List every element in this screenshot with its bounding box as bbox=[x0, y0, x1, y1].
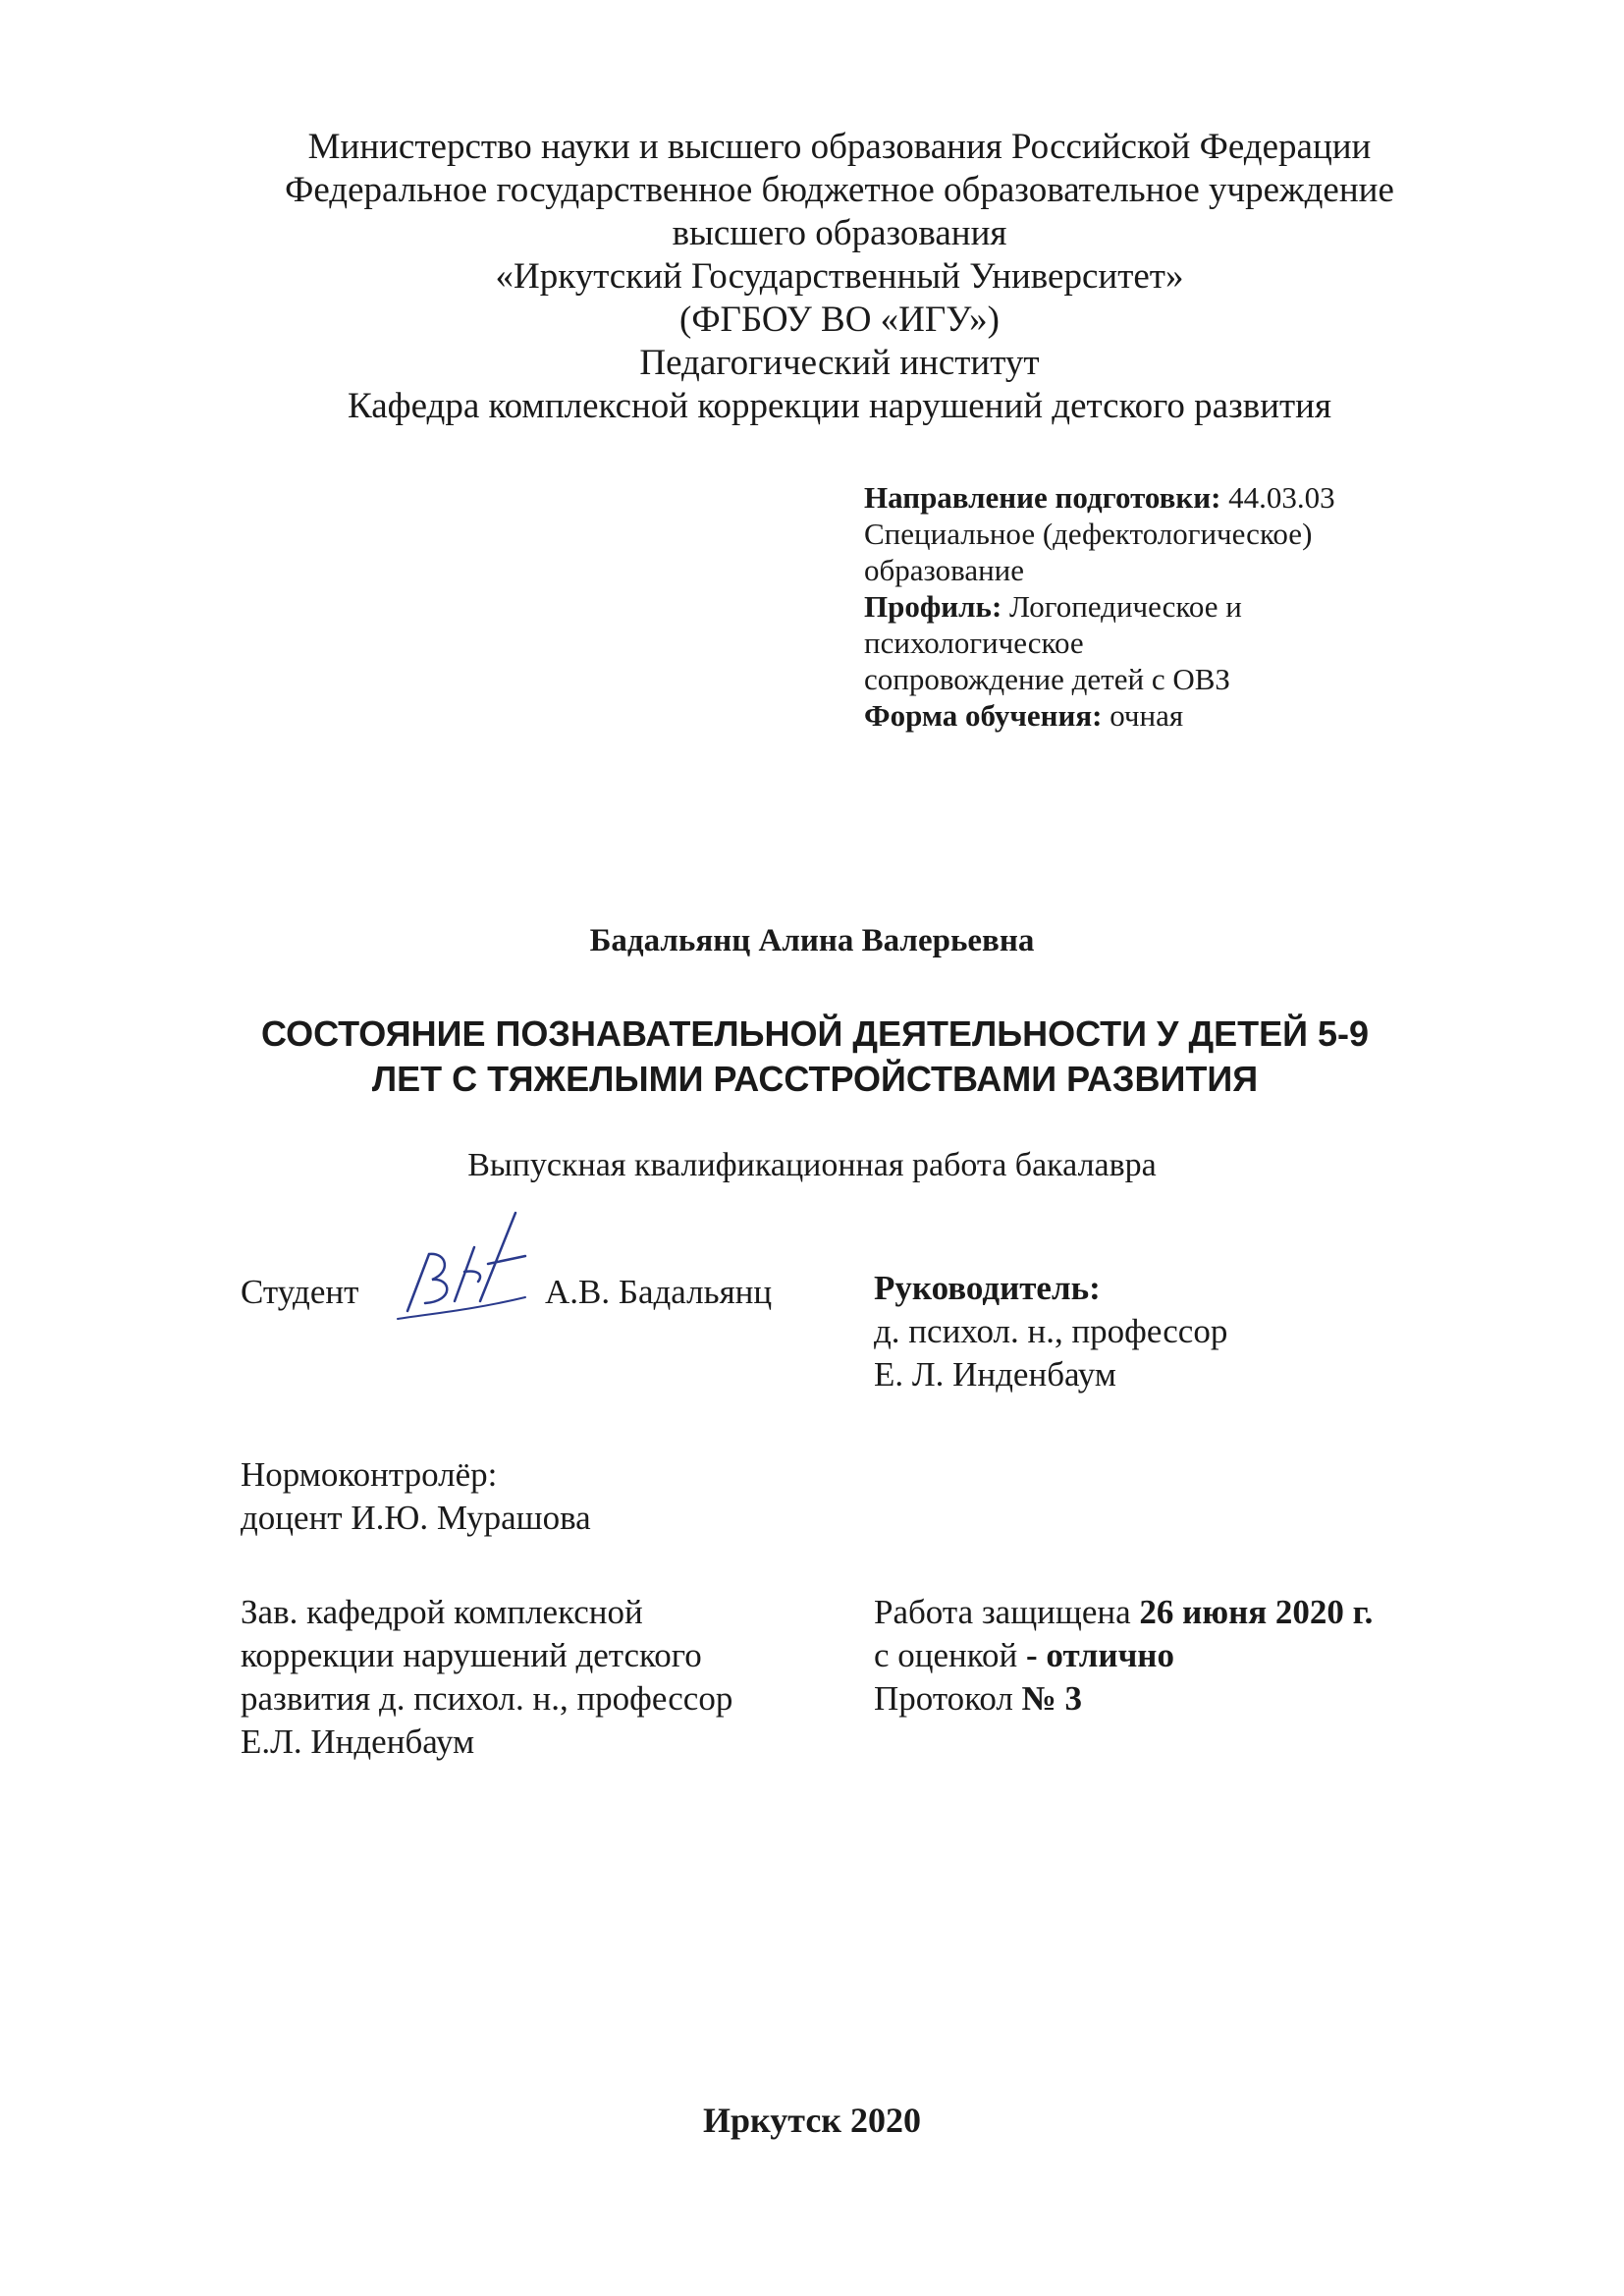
normcontrol-name: доцент И.Ю. Мурашова bbox=[241, 1499, 591, 1537]
supervisor-title: д. психол. н., профессор bbox=[874, 1312, 1228, 1350]
protocol-row bbox=[874, 1677, 1373, 1721]
student-name: А.В. Бадальянц bbox=[545, 1273, 773, 1311]
thesis-title-line-2: ЛЕТ С ТЯЖЕЛЫМИ РАССТРОЙСТВАМИ РАЗВИТИЯ bbox=[371, 1059, 1259, 1099]
direction-name-1: Специальное (дефектологическое) bbox=[864, 517, 1313, 551]
head-line-1: Зав. кафедрой комплексной bbox=[241, 1593, 643, 1631]
ministry-line: Министерство науки и высшего образования Российской Федерации bbox=[307, 127, 1372, 167]
defense-date-row bbox=[874, 1591, 1373, 1634]
form-label: Форма обучения: bbox=[864, 698, 1103, 733]
direction-name-2: образование bbox=[864, 553, 1025, 587]
supervisor-name: Е. Л. Инденбаум bbox=[874, 1355, 1116, 1394]
direction-row bbox=[864, 479, 1414, 516]
direction-code: 44.03.03 bbox=[1220, 480, 1335, 515]
supervisor-block bbox=[874, 1267, 1227, 1396]
defense-prefix: Работа защищена bbox=[874, 1593, 1140, 1631]
defense-block bbox=[874, 1591, 1373, 1721]
grade-value: - отлично bbox=[1026, 1636, 1174, 1674]
university-abbr-line: (ФГБОУ ВО «ИГУ») bbox=[679, 300, 1000, 340]
head-line-4: Е.Л. Инденбаум bbox=[241, 1722, 475, 1761]
institution-type-line: Федеральное государственное бюджетное образовательное учреждение bbox=[285, 170, 1394, 210]
thesis-title bbox=[177, 1011, 1453, 1102]
profile-value-1: Логопедическое и bbox=[1001, 589, 1242, 624]
university-name-line: «Иркутский Государственный Университет» bbox=[495, 256, 1184, 297]
department-line: Кафедра комплексной коррекции нарушений детского развития bbox=[348, 386, 1331, 426]
grade-prefix: с оценкой bbox=[874, 1636, 1026, 1674]
institution-header bbox=[177, 126, 1502, 428]
institute-line: Педагогический институт bbox=[639, 343, 1040, 383]
protocol-prefix: Протокол bbox=[874, 1679, 1022, 1718]
study-program-block bbox=[864, 479, 1414, 734]
student-signature bbox=[378, 1203, 535, 1331]
city-year: Иркутск 2020 bbox=[702, 2101, 922, 2140]
head-of-department-block bbox=[241, 1591, 732, 1764]
head-line-3: развития д. психол. н., профессор bbox=[241, 1679, 733, 1718]
supervisor-label: Руководитель: bbox=[874, 1269, 1101, 1307]
defense-date: 26 июня 2020 г. bbox=[1139, 1593, 1374, 1631]
form-value: очная bbox=[1102, 698, 1184, 733]
profile-value-3: сопровождение детей с ОВЗ bbox=[864, 662, 1230, 696]
defense-grade-row bbox=[874, 1634, 1373, 1677]
thesis-title-line-1: СОСТОЯНИЕ ПОЗНАВАТЕЛЬНОЙ ДЕЯТЕЛЬНОСТИ У ДЕТЕЙ 5-9 bbox=[260, 1013, 1370, 1054]
protocol-number: № 3 bbox=[1021, 1679, 1083, 1718]
form-row bbox=[864, 697, 1414, 734]
author-name: Бадальянц Алина Валерьевна bbox=[589, 923, 1035, 958]
direction-label: Направление подготовки: bbox=[864, 480, 1221, 515]
normcontrol-label: Нормоконтролёр: bbox=[241, 1455, 498, 1494]
head-line-2: коррекции нарушений детского bbox=[241, 1636, 702, 1674]
profile-row bbox=[864, 588, 1414, 625]
education-level-line: высшего образования bbox=[672, 213, 1007, 253]
work-type: Выпускная квалификационная работа бакалавра bbox=[467, 1147, 1157, 1183]
normcontrol-block bbox=[241, 1453, 591, 1540]
student-label: Студент bbox=[241, 1273, 359, 1311]
profile-label: Профиль: bbox=[864, 589, 1002, 624]
profile-value-2: психологическое bbox=[864, 626, 1084, 660]
